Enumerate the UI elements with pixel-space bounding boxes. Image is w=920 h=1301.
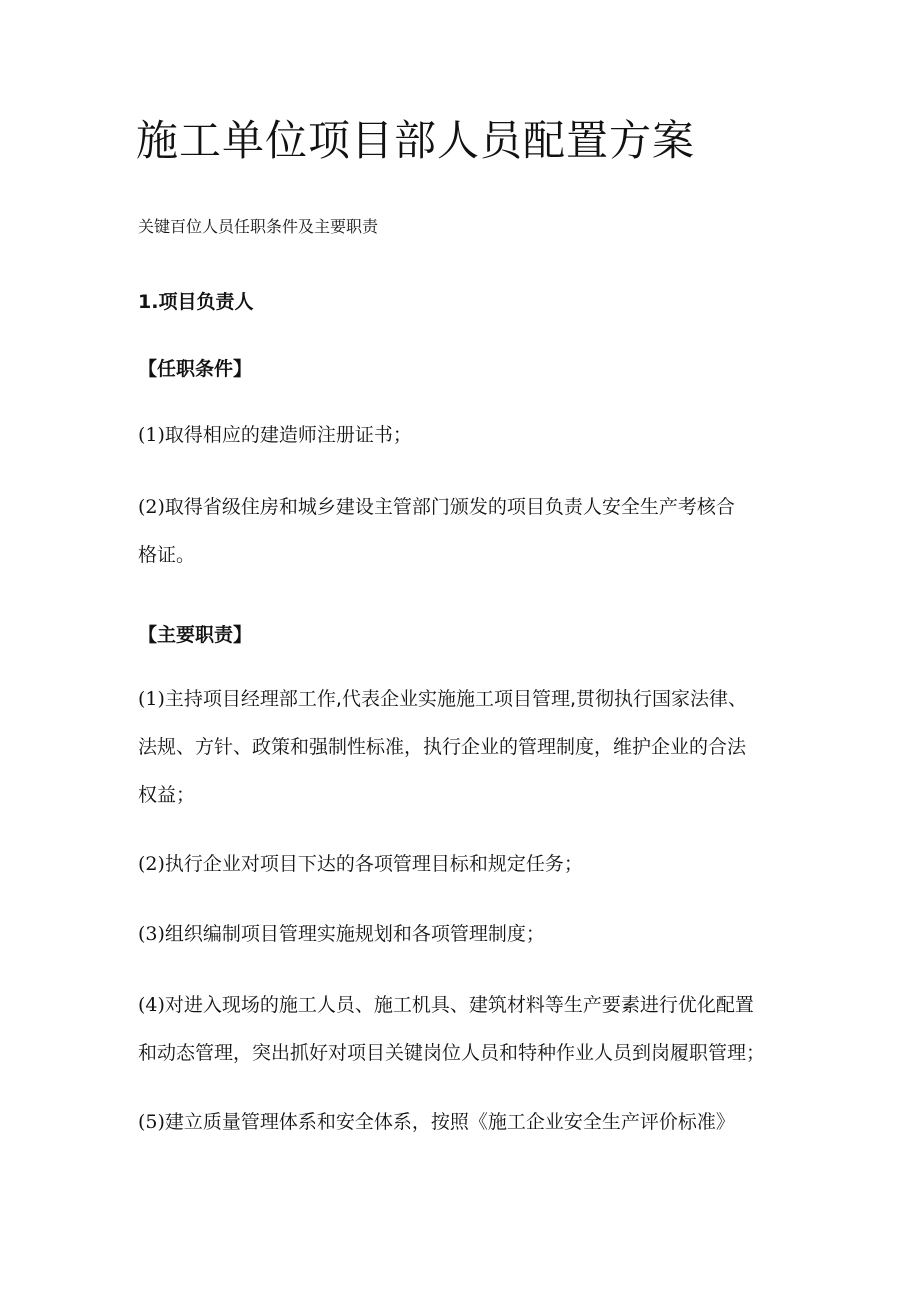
item-text-continued: 和动态管理，突出抓好对项目关键岗位人员和特种作业人员到岗履职管理； — [138, 1042, 766, 1064]
item-text-continued: 格证。 — [138, 544, 196, 566]
duty-item-3 — [138, 910, 798, 958]
item-text: 建立质量管理体系和安全体系，按照《施工企业安全生产评价标准》 — [164, 1111, 735, 1133]
item-number: (4) — [138, 994, 165, 1016]
duty-item-1 — [138, 675, 798, 819]
item-number: (1) — [138, 424, 165, 446]
item-text: 主持项目经理部工作,代表企业实施施工项目管理,贯彻执行国家法律、 — [164, 688, 748, 710]
item-number: (5) — [138, 1111, 165, 1133]
duty-item-5 — [138, 1098, 798, 1146]
item-text: 组织编制项目管理实施规划和各项管理制度； — [164, 923, 545, 945]
item-number: (2) — [138, 496, 165, 518]
qualifications-heading: 【任职条件】 — [138, 358, 253, 380]
document-subtitle: 关键百位人员任职条件及主要职责 — [138, 217, 379, 236]
item-text: 执行企业对项目下达的各项管理目标和规定任务； — [164, 853, 583, 875]
section-heading-project-leader: 1.项目负责人 — [138, 291, 254, 313]
item-number: (1) — [138, 688, 165, 710]
item-text: 取得相应的建造师注册证书； — [164, 424, 412, 446]
duty-item-4 — [138, 981, 798, 1077]
duties-heading: 【主要职责】 — [138, 624, 253, 646]
item-number: (2) — [138, 853, 165, 875]
item-text-continued: 法规、方针、政策和强制性标准，执行企业的管理制度，维护企业的合法 — [138, 736, 747, 758]
item-text-continued: 权益； — [138, 784, 196, 806]
item-text: 取得省级住房和城乡建设主管部门颁发的项目负责人安全生产考核合 — [164, 496, 735, 518]
page-title: 施工单位项目部人员配置方案 — [136, 116, 696, 165]
qualification-item-2 — [138, 483, 798, 579]
item-text: 对进入现场的施工人员、施工机具、建筑材料等生产要素进行优化配置 — [164, 994, 754, 1016]
item-number: (3) — [138, 923, 165, 945]
qualification-item-1 — [138, 411, 798, 459]
duty-item-2 — [138, 840, 798, 888]
